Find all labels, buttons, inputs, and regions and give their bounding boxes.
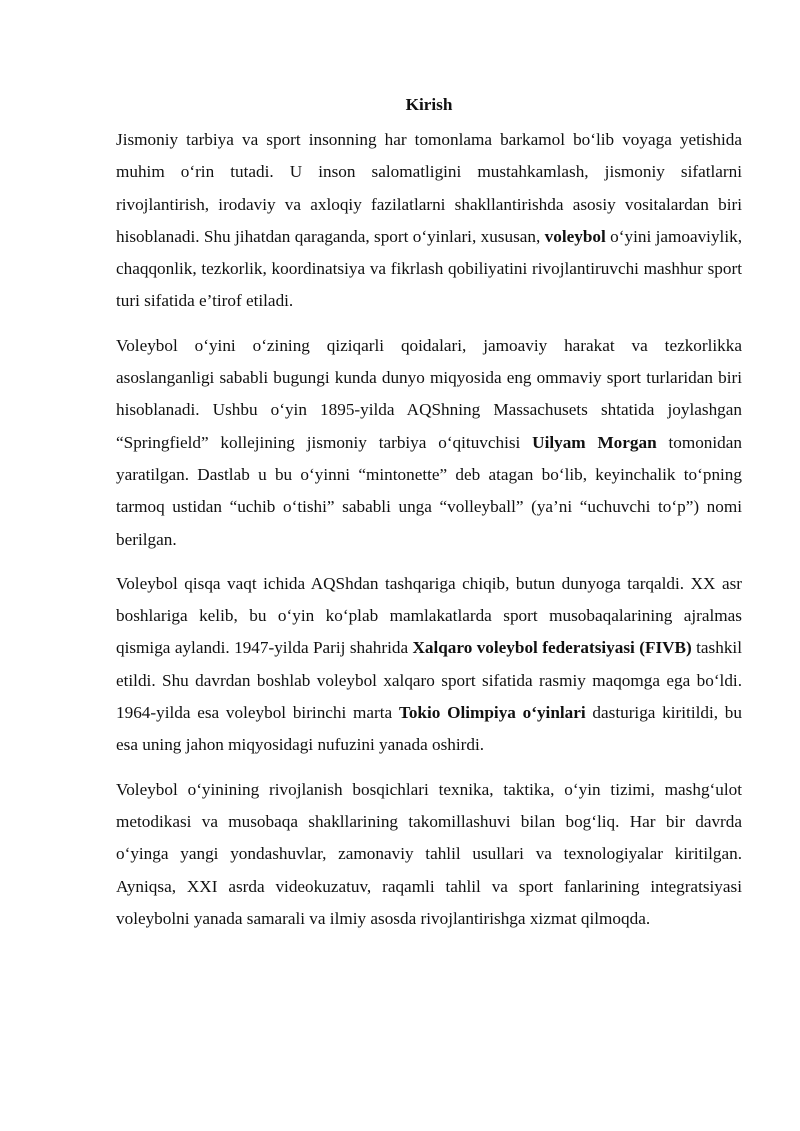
paragraph-1	[116, 124, 742, 318]
paragraph-2-text-end: tomonidan yaratilgan. Dastlab u bu o‘yinni “mintonette” deb atagan bo‘lib, keyinchalik to‘pning tarmoq ustidan “uchib o‘tishi” sababli unga “volleyball” (ya’ni “uchuvchi to‘p”) nomi berilgan.	[116, 432, 742, 549]
bold-name-uilyam-morgan: Uilyam Morgan	[532, 432, 657, 452]
paragraph-1-text: Jismoniy tarbiya va sport insonning har tomonlama barkamol bo‘lib voyaga yetishida muhim o‘rin tutadi. U inson salomatligini mustahkamlash, jismoniy sifatlarni rivojlantirish, irodaviy va axloqiy fazilatlarni shakllantirishda asosiy vositalardan biri hisoblanadi. Shu jihatdan qaraganda, sport o‘yinlari, xususan,	[116, 130, 742, 246]
paragraph-1-text-end: o‘yini jamoaviylik, chaqqonlik, tezkorlik, koordinatsiya va fikrlash qobiliyatini rivojlantiruvchi mashhur sport turi sifatida e’tirof etiladi.	[116, 226, 742, 311]
paragraph-4-text: Voleybol o‘yinining rivojlanish bosqichlari texnika, taktika, o‘yin tizimi, mashg‘ulot metodikasi va musobaqa shakllarining takomillashuvi bilan bog‘liq. Har bir davrda o‘yinga yangi yondashuvlar, zamonaviy tahlil usullari va texnologiyalar kiritilgan. Ayniqsa, XXI asrda videokuzatuv, raqamli tahlil va sport fanlarining integratsiyasi voleybolni yanada samarali va ilmiy asosda rivojlantirishga xizmat qilmoqda.	[116, 779, 742, 928]
paragraph-2-text: Voleybol o‘yini o‘zining qiziqarli qoidalari, jamoaviy harakat va tezkorlikka asoslanganligi sababli bugungi kunda dunyo miqyosida eng ommaviy sport turlaridan biri hisoblanadi. Ushbu o‘yin 1895-yilda AQShning Massachusets shtatida joylashgan “Springfield” kollejining jismoniy tarbiya o‘qituvchisi	[116, 335, 742, 452]
document-body	[116, 92, 742, 947]
bold-term-voleybol: voleybol	[544, 226, 606, 246]
paragraph-3-text: Voleybol qisqa vaqt ichida AQShdan tashqariga chiqib, butun dunyoga tarqaldi. XX asr boshlariga kelib, bu o‘yin ko‘plab mamlakatlarda sport musobaqalarining ajralmas qismiga aylandi. 1947-yilda Parij shahrida	[116, 573, 742, 658]
paragraph-3	[116, 568, 742, 762]
bold-term-fivb: Xalqaro voleybol federatsiyasi (FIVB)	[412, 638, 692, 658]
paragraph-4	[116, 774, 742, 935]
bold-term-tokio-olimpiya: Tokio Olimpiya o‘yinlari	[398, 703, 586, 723]
paragraph-2	[116, 330, 742, 556]
page-title: Kirish	[405, 95, 453, 114]
paragraph-3-text-mid: tashkil etildi. Shu davrdan boshlab voleybol xalqaro sport sifatida rasmiy maqomga ega bo‘ldi. 1964-yilda esa voleybol birinchi marta	[116, 638, 742, 723]
paragraph-3-text-end: dasturiga kiritildi, bu esa uning jahon miqyosidagi nufuzini yanada oshirdi.	[116, 703, 742, 755]
